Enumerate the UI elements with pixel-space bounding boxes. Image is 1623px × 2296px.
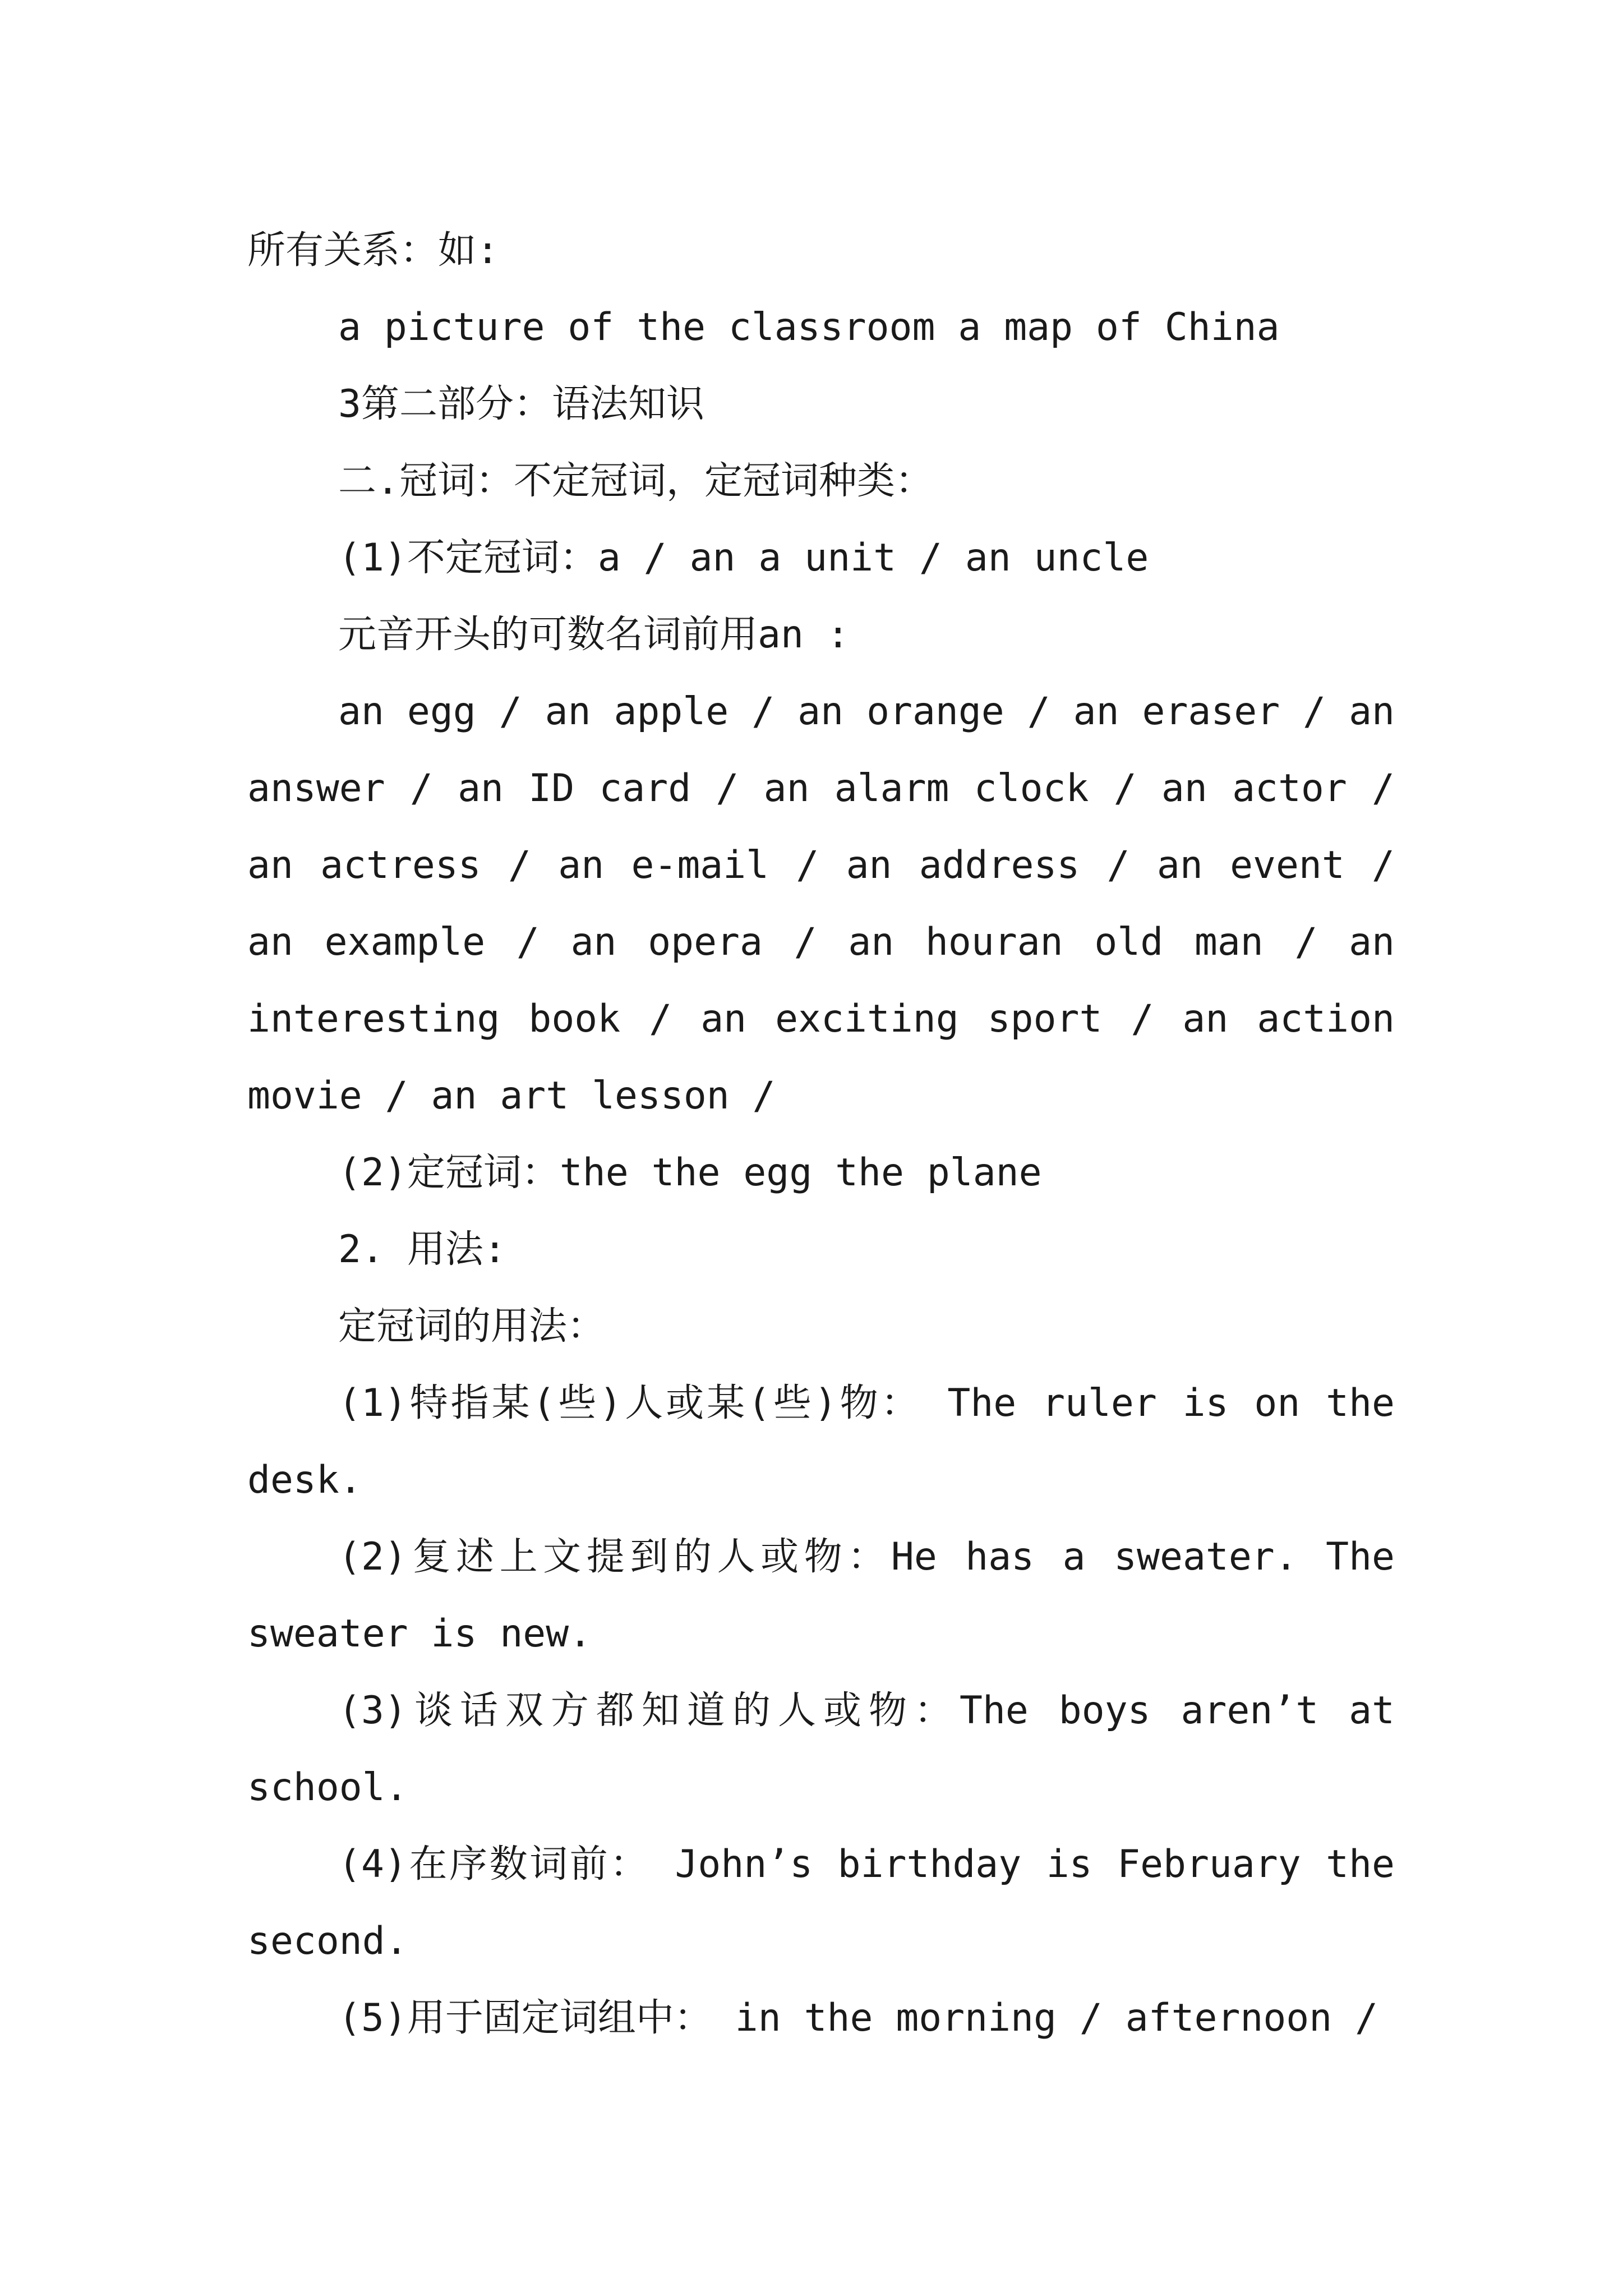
paragraph-example-phrases: a picture of the classroom a map of China (338, 305, 1280, 349)
usage-item-1: (1)特指某(些)人或某(些)物： The ruler is on the desk. (247, 1381, 1395, 1502)
paragraph-possessive-relation: 所有关系：如: (247, 228, 499, 273)
usage-item-3: (3)谈话双方都知道的人或物：The boys aren’t at school. (247, 1688, 1395, 1810)
usage-item-2: (2)复述上文提到的人或物：He has a sweater. The sweater is new. (247, 1535, 1395, 1656)
section-heading-grammar: 3第二部分：语法知识 (338, 382, 704, 426)
heading-definite-usage: 定冠词的用法： (338, 1304, 606, 1349)
paragraph-indefinite-article: (1)不定冠词：a / an a unit / an uncle (338, 536, 1149, 580)
paragraph-definite-article: (2)定冠词：the the egg the plane (338, 1151, 1042, 1195)
heading-articles: 二.冠词：不定冠词，定冠词种类： (338, 459, 933, 503)
paragraph-an-examples: an egg / an apple / an orange / an eraser / an answer / an ID card / an alarm clock / an actor / an actress / an e-mail / an address / an event / an example / an opera / an houran old man / an interesting book / an exciting sport / an action movie / an art lesson / (247, 689, 1395, 1118)
heading-usage: 2. 用法: (338, 1227, 506, 1272)
usage-item-5: (5)用于固定词组中： in the morning / afternoon / (338, 1996, 1378, 2040)
paragraph-an-rule: 元音开头的可数名词前用an : (338, 613, 850, 657)
document-body (247, 212, 1395, 2056)
usage-item-4: (4)在序数词前： John’s birthday is February the second. (247, 1842, 1395, 1963)
